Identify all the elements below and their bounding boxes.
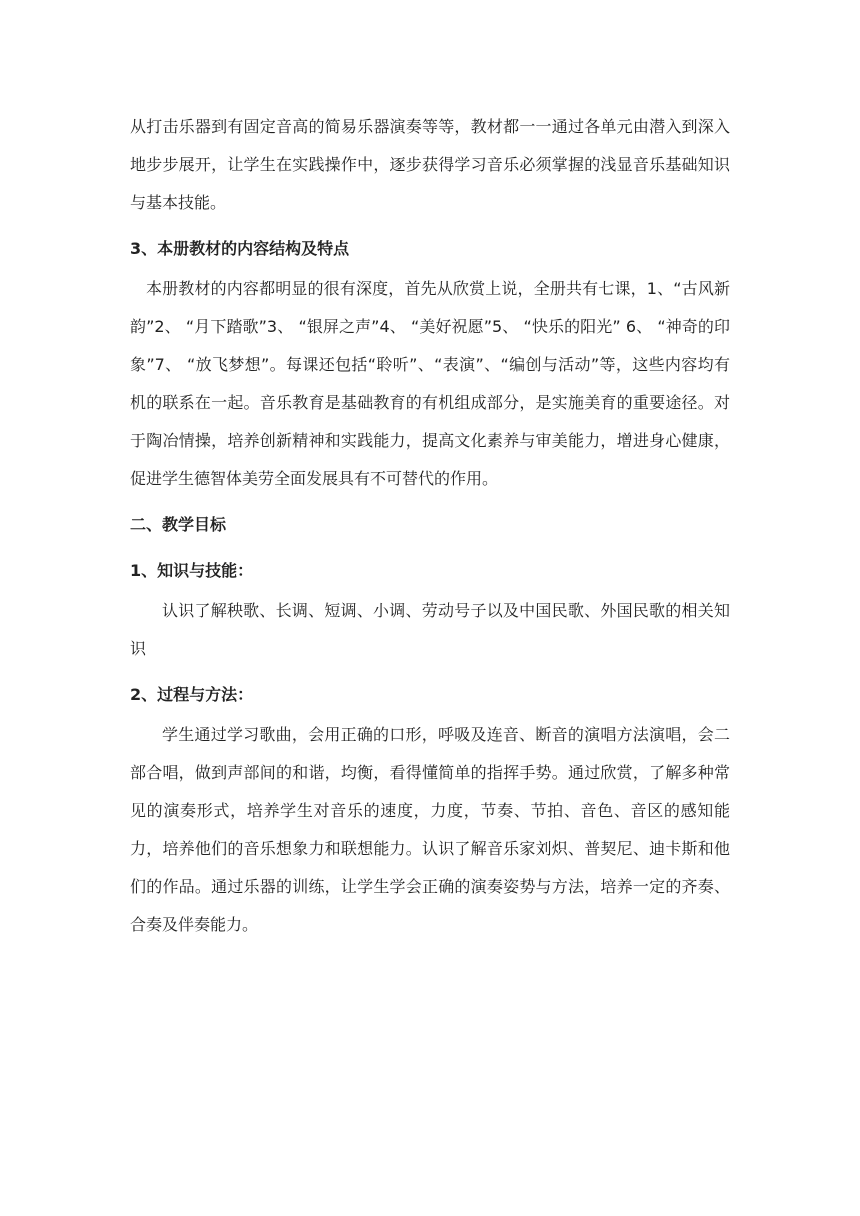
paragraph-knowledge-skills: 认识了解秧歌、长调、短调、小调、劳动号子以及中国民歌、外国民歌的相关知识 (130, 601, 730, 658)
subheading-process-methods: 2、过程与方法： (130, 685, 254, 704)
section-heading-content-structure: 3、本册教材的内容结构及特点 (130, 239, 350, 258)
subheading-knowledge-skills: 1、知识与技能： (130, 561, 254, 580)
section-heading-teaching-goals: 二、教学目标 (130, 515, 227, 534)
paragraph-intro-continuation: 从打击乐器到有固定音高的简易乐器演奏等等，教材都一一通过各单元由潜入到深入地步步展开，让学生在实践操作中，逐步获得学习音乐必须掌握的浅显音乐基础知识与基本技能。 (130, 117, 730, 212)
paragraph-content-structure: 本册教材的内容都明显的很有深度，首先从欣赏上说，全册共有七课，1、“古风新韵”2、 “月下踏歌”3、 “银屏之声”4、 “美好祝愿”5、 “快乐的阳光” 6、 “神奇的印象”7、 “放飞梦想”。每课还包括“聆听”、“表演”、“编创与活动”等，这些内容均有机的联系在一起。音乐教育是基础教育的有机组成部分，是实施美育的重要途径。对于陶冶情操，培养创新精神和实践能力，提高文化素养与审美能力，增进身心健康，促进学生德智体美劳全面发展具有不可替代的作用。 (130, 279, 730, 488)
document-body (130, 108, 730, 944)
paragraph-process-methods: 学生通过学习歌曲，会用正确的口形，呼吸及连音、断音的演唱方法演唱，会二部合唱，做到声部间的和谐，均衡，看得懂简单的指挥手势。通过欣赏，了解多种常见的演奏形式，培养学生对音乐的速度，力度，节奏、节拍、音色、音区的感知能力，培养他们的音乐想象力和联想能力。认识了解音乐家刘炽、普契尼、迪卡斯和他们的作品。通过乐器的训练，让学生学会正确的演奏姿势与方法，培养一定的齐奏、合奏及伴奏能力。 (130, 725, 730, 934)
